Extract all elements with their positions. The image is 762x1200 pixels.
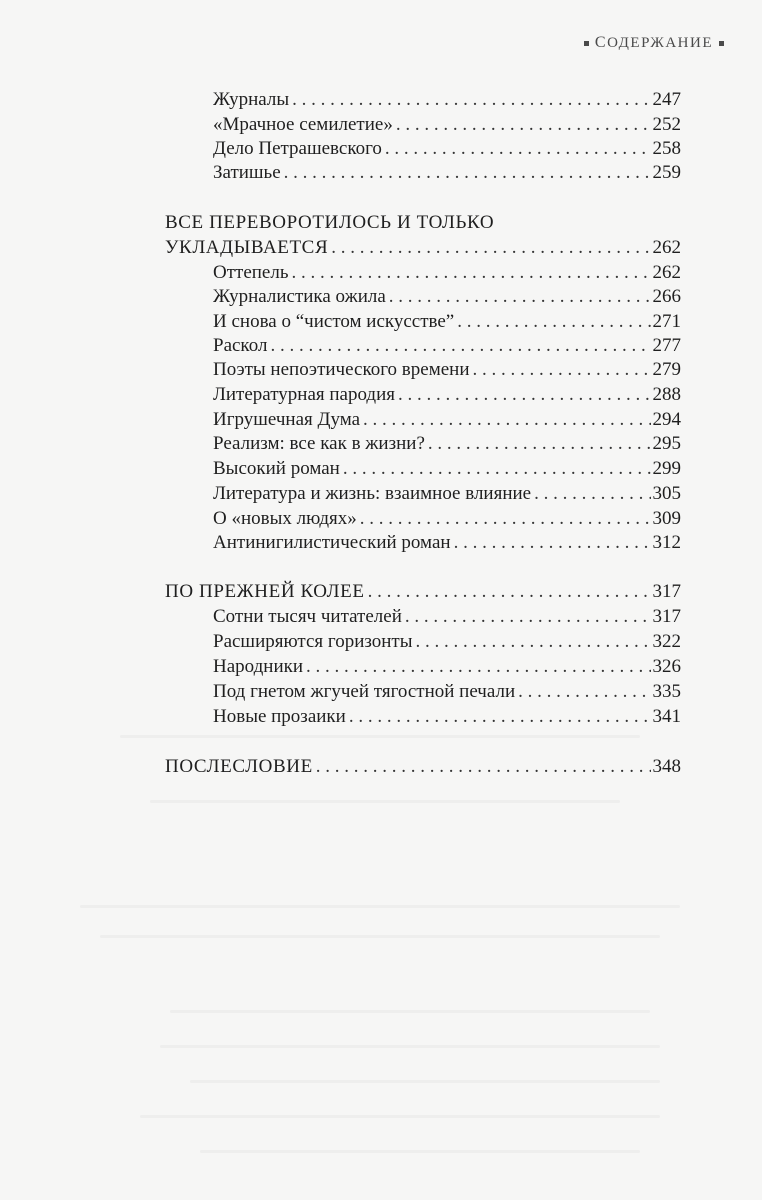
toc-entry-title: Раскол bbox=[213, 335, 268, 356]
toc-entry[interactable] bbox=[213, 531, 681, 555]
toc-entry-page: 277 bbox=[652, 335, 681, 356]
toc-entry-page: 262 bbox=[652, 262, 681, 283]
show-through-texture bbox=[100, 935, 660, 938]
toc-entry[interactable] bbox=[213, 655, 681, 679]
dot-leader bbox=[292, 261, 651, 285]
dot-leader bbox=[428, 432, 651, 456]
chapter-title-line: ВСЕ ПЕРЕВОРОТИЛОСЬ И ТОЛЬКО bbox=[165, 212, 495, 233]
toc-entry-title: Поэты непоэтического времени bbox=[213, 359, 470, 380]
toc-entry-title: Сотни тысяч читателей bbox=[213, 606, 402, 627]
toc-entry-title: И снова о “чистом искусстве” bbox=[213, 311, 455, 332]
toc-entry-title: Расширяются горизонты bbox=[213, 631, 413, 652]
toc-entry-title: Дело Петрашевского bbox=[213, 138, 382, 159]
toc-entry-title: Литература и жизнь: взаимное влияние bbox=[213, 483, 532, 504]
toc-entry-title: Игрушечная Дума bbox=[213, 409, 361, 430]
dot-leader bbox=[405, 605, 651, 629]
toc-entry-page: 288 bbox=[652, 384, 681, 405]
chapter-entry[interactable] bbox=[165, 580, 681, 604]
dot-leader bbox=[284, 161, 651, 185]
toc-entry-title: Журналы bbox=[213, 89, 290, 110]
chapter-entry[interactable] bbox=[165, 755, 681, 779]
toc-entry-title: Антинигилистический роман bbox=[213, 532, 451, 553]
toc-entry[interactable] bbox=[213, 358, 681, 382]
toc-entry-page: 279 bbox=[652, 359, 681, 380]
dot-leader bbox=[416, 630, 651, 654]
toc-entry[interactable] bbox=[213, 507, 681, 531]
show-through-texture bbox=[120, 735, 640, 738]
toc-entry[interactable] bbox=[213, 408, 681, 432]
dot-leader bbox=[518, 680, 650, 704]
toc-entry-page: 326 bbox=[652, 656, 681, 677]
toc-entry[interactable] bbox=[213, 161, 681, 185]
toc-entry-title: Реализм: все как в жизни? bbox=[213, 433, 425, 454]
dot-leader bbox=[292, 88, 650, 112]
toc-entry[interactable] bbox=[213, 383, 681, 407]
dot-leader bbox=[396, 113, 651, 137]
toc-entry-page: 266 bbox=[652, 286, 681, 307]
dot-leader bbox=[368, 580, 651, 604]
toc-entry-page: 322 bbox=[652, 631, 681, 652]
dot-leader bbox=[306, 655, 650, 679]
dot-leader bbox=[472, 358, 650, 382]
toc-entry[interactable] bbox=[213, 88, 681, 112]
toc-entry[interactable] bbox=[213, 261, 681, 285]
toc-entry[interactable] bbox=[213, 113, 681, 137]
dot-leader bbox=[385, 137, 651, 161]
toc-entry-title: Под гнетом жгучей тягостной печали bbox=[213, 681, 516, 702]
show-through-texture bbox=[190, 1080, 660, 1083]
toc-entry[interactable] bbox=[213, 457, 681, 481]
toc-entry-page: 247 bbox=[652, 89, 681, 110]
toc-entry-page: 271 bbox=[652, 311, 681, 332]
toc-entry-title: Народники bbox=[213, 656, 304, 677]
toc-entry-title: Журналистика ожила bbox=[213, 286, 386, 307]
toc-entry[interactable] bbox=[213, 630, 681, 654]
dot-leader bbox=[331, 236, 650, 260]
dot-leader bbox=[349, 705, 651, 729]
chapter-title: УКЛАДЫВАЕТСЯ bbox=[165, 237, 329, 258]
chapter-page: 317 bbox=[652, 581, 681, 602]
dot-leader bbox=[343, 457, 651, 481]
running-head bbox=[584, 34, 724, 52]
toc-entry-title: «Мрачное семилетие» bbox=[213, 114, 393, 135]
show-through-texture bbox=[80, 905, 680, 908]
toc-entry-page: 317 bbox=[652, 606, 681, 627]
toc-entry-page: 305 bbox=[652, 483, 681, 504]
toc-entry[interactable] bbox=[213, 705, 681, 729]
toc-entry[interactable] bbox=[213, 137, 681, 161]
running-head-text: СОДЕРЖАНИЕ bbox=[594, 34, 713, 51]
dot-leader bbox=[363, 408, 650, 432]
toc-entry-page: 258 bbox=[652, 138, 681, 159]
toc-entry-page: 295 bbox=[652, 433, 681, 454]
toc-entry-page: 294 bbox=[652, 409, 681, 430]
square-ornament-icon bbox=[719, 41, 724, 46]
chapter-page: 348 bbox=[652, 756, 681, 777]
toc-entry-title: Оттепель bbox=[213, 262, 289, 283]
dot-leader bbox=[454, 531, 651, 555]
toc-entry[interactable] bbox=[213, 680, 681, 704]
toc-entry[interactable] bbox=[213, 605, 681, 629]
show-through-texture bbox=[200, 1150, 640, 1153]
dot-leader bbox=[389, 285, 651, 309]
chapter-page: 262 bbox=[652, 237, 681, 258]
toc-entry-page: 335 bbox=[652, 681, 681, 702]
toc-entry-page: 252 bbox=[652, 114, 681, 135]
toc-entry-title: Затишье bbox=[213, 162, 281, 183]
toc-entry[interactable] bbox=[213, 482, 681, 506]
show-through-texture bbox=[160, 1045, 660, 1048]
toc-entry[interactable] bbox=[213, 310, 681, 334]
toc-entry-page: 341 bbox=[652, 706, 681, 727]
toc-entry-title: Новые прозаики bbox=[213, 706, 346, 727]
toc-entry-page: 312 bbox=[652, 532, 681, 553]
show-through-texture bbox=[170, 1010, 650, 1013]
dot-leader bbox=[457, 310, 650, 334]
toc-entry-title: Литературная пародия bbox=[213, 384, 396, 405]
toc-entry-page: 299 bbox=[652, 458, 681, 479]
dot-leader bbox=[270, 334, 650, 358]
dot-leader bbox=[534, 482, 650, 506]
square-ornament-icon bbox=[584, 41, 589, 46]
chapter-title: ПО ПРЕЖНЕЙ КОЛЕЕ bbox=[165, 581, 365, 602]
chapter-title: ПОСЛЕСЛОВИЕ bbox=[165, 756, 313, 777]
toc-entry[interactable] bbox=[213, 432, 681, 456]
dot-leader bbox=[360, 507, 651, 531]
toc-entry[interactable] bbox=[213, 285, 681, 309]
dot-leader bbox=[398, 383, 650, 407]
show-through-texture bbox=[150, 800, 620, 803]
dot-leader bbox=[316, 755, 651, 779]
show-through-texture bbox=[140, 1115, 660, 1118]
toc-entry[interactable] bbox=[213, 334, 681, 358]
toc-entry-page: 309 bbox=[652, 508, 681, 529]
toc-entry-title: Высокий роман bbox=[213, 458, 340, 479]
toc-entry-page: 259 bbox=[652, 162, 681, 183]
toc-entry-title: О «новых людях» bbox=[213, 508, 357, 529]
chapter-entry[interactable] bbox=[165, 236, 681, 260]
